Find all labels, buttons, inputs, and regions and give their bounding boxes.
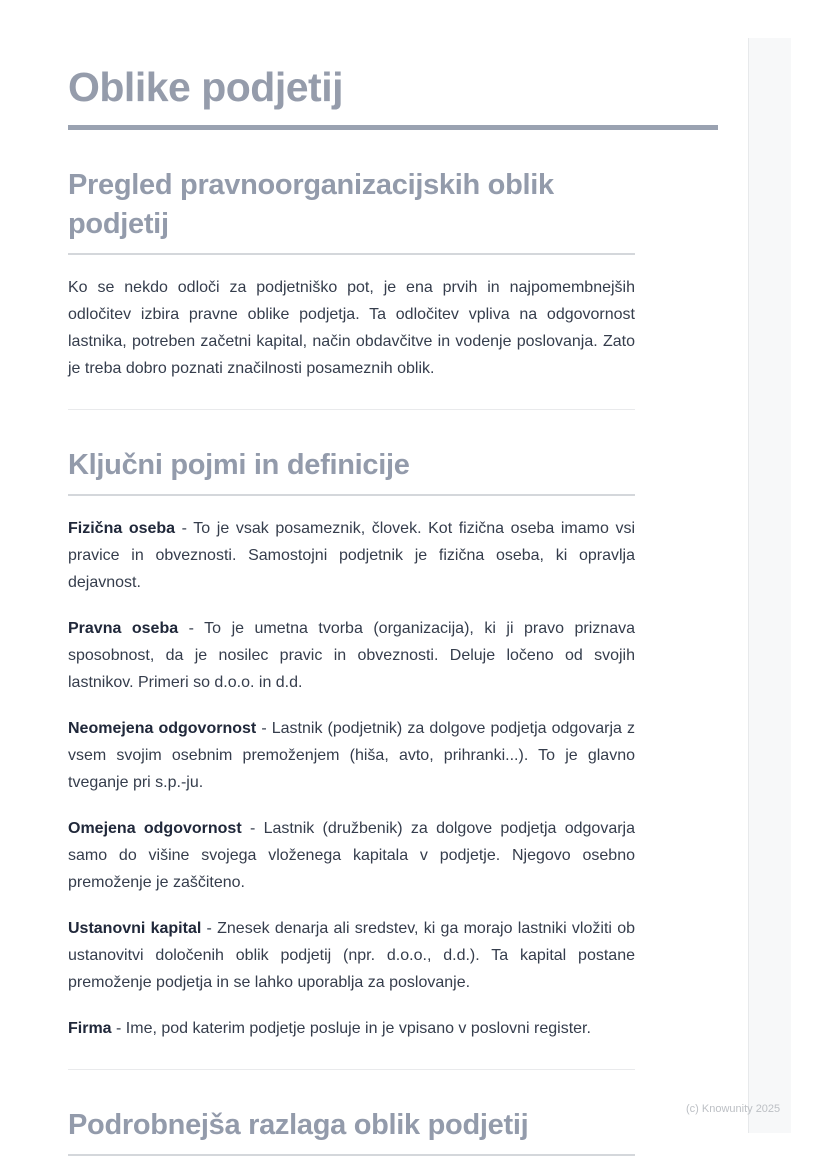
definition-term: Ustanovni kapital	[68, 920, 202, 937]
definition-term: Neomejena odgovornost	[68, 720, 257, 737]
next-page-edge	[748, 38, 791, 1133]
body-paragraph: Ko se nekdo odloči za podjetniško pot, je ena prvih in najpomembnejših odločitev izbira pravne oblike podjetja. Ta odločitev vpliva na odgovornost lastnika, potreben začetni kapital, način obdavčitve in vodenje poslovanja. Zato je treba dobro poznati značilnosti posameznih oblik.	[68, 279, 635, 377]
definition-term: Fizična oseba	[68, 520, 176, 537]
section-paragraphs	[68, 274, 635, 382]
definition-paragraph: Neomejena odgovornost - Lastnik (podjetnik) za dolgove podjetja odgovarja z vsem svojim osebnim premoženjem (hiša, avto, prihranki...). To je glavno tveganje pri s.p.-ju.	[68, 720, 635, 791]
heading-divider	[68, 494, 635, 496]
definition-term: Pravna oseba	[68, 620, 179, 637]
definition-paragraph: Pravna oseba - To je umetna tvorba (organizacija), ki ji pravo priznava sposobnost, da je nosilec pravic in obveznosti. Deluje ločeno od svojih lastnikov. Primeri so d.o.o. in d.d.	[68, 620, 636, 691]
page-title: Oblike podjetij	[68, 64, 343, 110]
definition-paragraph: Omejena odgovornost - Lastnik (družbenik) za dolgove podjetja odgovarja samo do višine svojega vloženega kapitala v podjetje. Njegovo osebno premoženje je zaščiteno.	[68, 820, 636, 891]
section-paragraphs	[68, 515, 635, 1042]
section-separator	[68, 1069, 635, 1070]
document-section	[68, 446, 635, 1042]
section-heading: Ključni pojmi in definicije	[68, 449, 410, 481]
sections-container	[68, 166, 635, 1156]
definition-paragraph: Ustanovni kapital - Znesek denarja ali sredstev, ki ga morajo lastniki vložiti ob ustanovitvi določenih oblik podjetij (npr. d.o.o., d.d.). Ta kapital postane premoženje podjetja in se lahko uporablja za poslovanje.	[68, 920, 635, 991]
document-section	[68, 166, 635, 382]
title-divider	[68, 125, 718, 130]
document-content	[68, 0, 635, 1156]
copyright-text: (c) Knowunity 2025	[686, 1103, 781, 1115]
heading-divider	[68, 253, 635, 255]
definition-term: Firma	[68, 1020, 112, 1037]
definition-paragraph: Firma - Ime, pod katerim podjetje posluje in je vpisano v poslovni register.	[68, 1020, 591, 1037]
document-section	[68, 1106, 635, 1156]
heading-divider	[68, 1154, 635, 1156]
definition-term: Omejena odgovornost	[68, 820, 242, 837]
definition-paragraph: Fizična oseba - To je vsak posameznik, človek. Kot fizična oseba imamo vsi pravice in obveznosti. Samostojni podjetnik je fizična oseba, ki opravlja dejavnost.	[68, 520, 636, 591]
section-heading: Podrobnejša razlaga oblik podjetij	[68, 1109, 529, 1141]
section-heading: Pregled pravnoorganizacijskih oblik podjetij	[68, 169, 554, 240]
section-separator	[68, 409, 635, 410]
